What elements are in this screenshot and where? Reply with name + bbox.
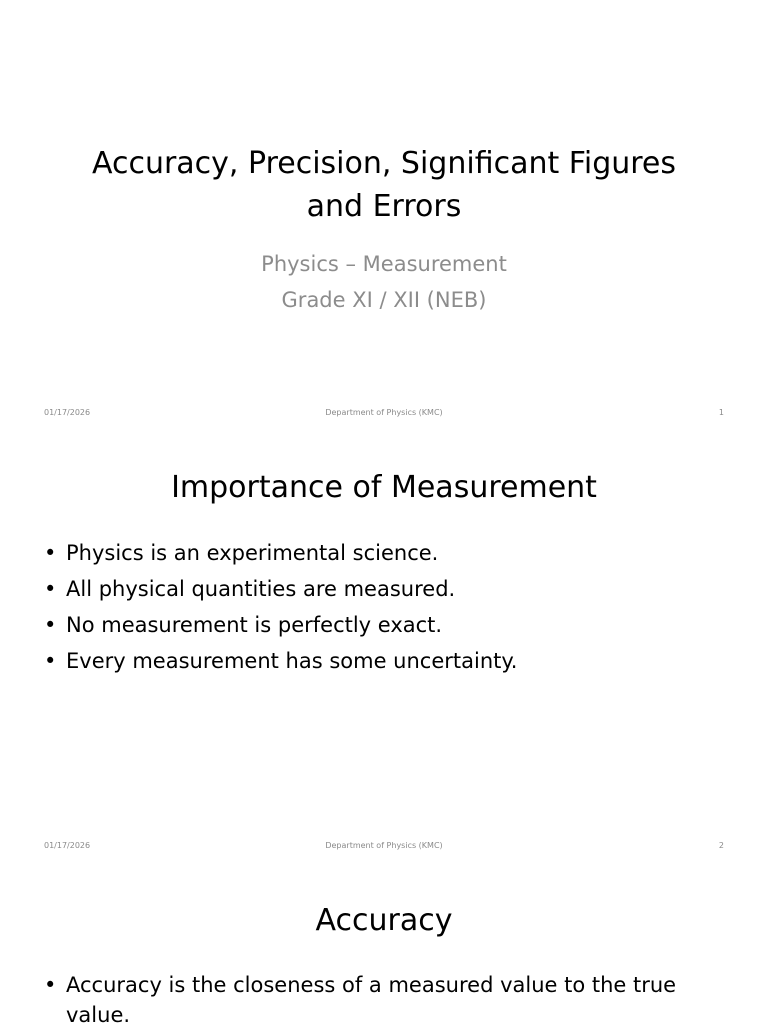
slide-title: Importance of Measurement — [171, 470, 597, 505]
slide-subtitle-line-1: Physics – Measurement — [261, 252, 507, 276]
bullet-icon: • — [44, 541, 57, 565]
footer-date: 01/17/2026 — [44, 408, 91, 417]
bullet-icon: • — [44, 577, 57, 601]
bullet-icon: • — [44, 613, 57, 637]
list-item: • Every measurement has some uncertainty. — [44, 643, 704, 679]
footer-page-number: 2 — [718, 841, 724, 850]
footer-department: Department of Physics (KMC) — [325, 841, 443, 850]
bullet-icon: • — [44, 649, 57, 673]
list-item: • Accuracy is the closeness of a measured value to the true value. — [44, 970, 704, 1030]
slide-title: Accuracy, Precision, Significant Figures and Errors — [91, 146, 677, 224]
footer-page-number: 1 — [718, 408, 724, 417]
bullet-list — [44, 970, 704, 1030]
footer-date: 01/17/2026 — [44, 841, 91, 850]
footer-department: Department of Physics (KMC) — [325, 408, 443, 417]
list-item: • All physical quantities are measured. — [44, 571, 704, 607]
list-item: • No measurement is perfectly exact. — [44, 607, 704, 643]
slide-subtitle-line-2: Grade XI / XII (NEB) — [281, 288, 487, 312]
list-item: • Physics is an experimental science. — [44, 535, 704, 571]
slide-title: Accuracy — [315, 903, 453, 938]
bullet-icon: • — [44, 973, 57, 997]
